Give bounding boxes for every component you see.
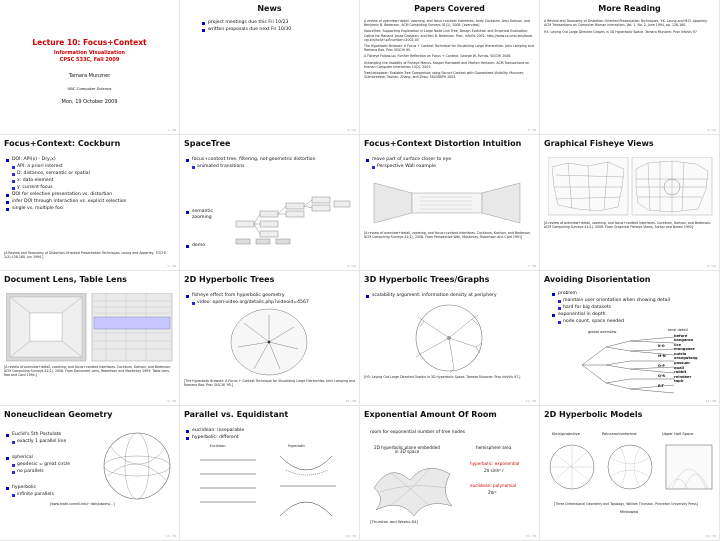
document-lens-figure — [6, 293, 174, 363]
bullet-subitem: animated transitions — [184, 164, 355, 170]
local-detail-label: local detail — [668, 327, 688, 332]
page-number: 11 / 38 — [525, 398, 536, 403]
page-number: 1 / 38 — [167, 128, 176, 133]
bullet-subitem: hard for big datasets — [550, 305, 715, 311]
bullet-subitem: node count, space needed — [550, 319, 715, 325]
page-number: 5 / 38 — [167, 263, 176, 268]
euclidean-label: euclidean: polynomial — [470, 482, 517, 488]
bullet-item: focus+context tree: filtering, not geometric distortion — [184, 157, 355, 163]
slide-avoiding-disorientation[interactable] — [540, 271, 720, 406]
bullet-item: infer DOI through interaction vs. explicit selection — [4, 199, 175, 205]
node-label-list — [658, 341, 666, 391]
reference: H3: Laying Out Large Directed Graphs in 3D Hyperbolic Space. Tamara Munzner. Proc InfoVis 97 — [544, 30, 697, 35]
reference: TreeJuxtaposer: Scalable Tree Comparison using Focus+Context with Guaranteed Visibility. Munzner, Guimbretiere, Tasiran, Zhang, and Zhou. SIGGRAPH 2003. — [364, 71, 525, 80]
author: Tamara Munzner — [68, 73, 111, 79]
hyperbolic-models-figure — [548, 439, 714, 497]
citation: [A review of overview+detail, zooming, and focus+context interfaces. Cockburn, Karlson, and Bederson. ACM Computing Surveys 41(1), 2008. From Graphical Fisheye Views, Sarkar and Brown 1992] — [544, 221, 711, 230]
node-label: O-P — [658, 363, 665, 368]
fig-label: Hyperbolic — [288, 443, 306, 448]
citation: [A review of overview+detail, zooming, and focus+context interfaces. Cockburn, Karlson, and Bederson. ACM Computing Surveys 41(1), 2008. From Document Lens, Robertson and Mackinlay 1993; Table Lens, Rao and Card 1994.] — [4, 364, 171, 377]
bullet-subitem: y: current focus — [4, 185, 175, 191]
bullet-subitem: D: distance, semantic or spatial — [4, 171, 175, 177]
slide-distortion-intuition[interactable] — [360, 135, 540, 270]
local-word: reindeer — [674, 374, 692, 379]
slide-heading: 2D Hyperbolic Trees — [184, 274, 275, 284]
model-label: Upper Half Space — [662, 431, 694, 436]
slide-papers-covered[interactable] — [360, 0, 540, 135]
local-word: before — [674, 333, 688, 338]
slide-heading: 3D Hyperbolic Trees/Graphs — [364, 274, 490, 284]
bullet-item: written proposals due next Fri 10/30 — [200, 27, 355, 33]
node-label: M-N — [658, 353, 666, 358]
slide-heading: Document Lens, Table Lens — [4, 274, 127, 284]
slide-heading: Avoiding Disorientation — [544, 274, 651, 284]
local-word: tapir — [674, 379, 684, 384]
slide-heading: Graphical Fisheye Views — [544, 139, 654, 149]
local-word: mongoose — [674, 347, 695, 352]
slide-graphical-fisheye[interactable] — [540, 135, 720, 270]
bullet-subitem: no parallels — [4, 469, 94, 475]
slide-focus-context-cockburn[interactable] — [0, 135, 180, 270]
slide-heading: Exponential Amount Of Room — [364, 409, 497, 419]
reference: SpaceTree: Supporting Exploration in Large Node Link Tree, Design Evolution and Empirical Evaluation. Catherine Plaisant, Jesse Grosjean, and Ben B. Bederson. Proc. InfoVis 2002. http://www.cs.umd.edu/local-cgi-bin/hcil/rr.pl?number=2002-05 — [364, 29, 534, 42]
page-number: 15 / 38 — [525, 534, 536, 538]
reference: The Hyperbolic Browser: A Focus + Context Technique for Visualizing Large Hierarchies. John Lamping and Ramana Rao. Proc SIGCHI 95. — [364, 44, 534, 53]
bullet-item: Euclid's 5th Postulate — [4, 432, 94, 438]
slide-spacetree[interactable] — [180, 135, 360, 270]
local-word: possum — [674, 361, 690, 366]
global-overview-label: global overview — [588, 329, 617, 334]
bullet-subitem: x: data element — [4, 178, 175, 184]
slide-heading: News — [257, 4, 282, 13]
citation: [Three Dimensional Geometry and Topology, William Thurston, Princeton University Press] — [554, 501, 698, 506]
slide-heading: Papers Covered — [414, 4, 485, 13]
local-word: orangutang — [674, 356, 698, 361]
slide-2d-hyperbolic-trees[interactable] — [180, 271, 360, 406]
slide-noneuclidean[interactable] — [0, 406, 180, 541]
slide-parallel-equidistant[interactable] — [180, 406, 360, 541]
local-word: lice — [674, 342, 682, 347]
bullet-item: problem — [550, 291, 715, 297]
slide-news[interactable] — [180, 0, 360, 135]
spacetree-diagram — [234, 181, 354, 245]
page-number: 2 / 38 — [347, 128, 356, 133]
reference: A review of overview+detail, zooming, and focus+context interfaces. Andy Cockburn, Amy Karlson, and Benjamin B. Bederson. ACM Computing Surveys 41(1), 2008. [overview] — [364, 19, 530, 28]
bullet-item: DOI: API(x) - D(y,x) — [4, 157, 175, 163]
slide-heading: Noneuclidean Geometry — [4, 409, 113, 419]
node-label: K-O — [658, 343, 665, 348]
lecture-title: Lecture 10: Focus+Context — [32, 38, 147, 47]
bullet-item: hyperbolic: different — [184, 435, 355, 441]
bullet-subitem: API: a priori interest — [4, 164, 175, 170]
parallel-lines-figure — [196, 450, 346, 522]
page-number: 6 / 38 — [347, 263, 356, 268]
bullet-subitem: Perspective Wall example — [364, 164, 535, 170]
citation: [A review of overview+detail, zooming, and focus+context interfaces. Cockburn, Karlson, and Bederson. ACM Computing Surveys 41(1), 2008. From Perspective Wall, Mackinlay, Robertson and Card 1991] — [364, 231, 531, 240]
slide-heading: Focus+Context: Cockburn — [4, 139, 121, 149]
model-label: Klein/projective — [552, 431, 580, 436]
slide-heading: More Reading — [598, 4, 661, 13]
bullet-item: hyperbolic — [4, 485, 94, 491]
sphere-figure — [100, 430, 174, 502]
page-number: 7 / 38 — [527, 263, 536, 268]
hyperbolic-plane-figure — [370, 458, 456, 518]
bullet-item: project meetings due this Fri 10/23 — [200, 20, 355, 26]
bullet-item: demo — [184, 243, 205, 249]
page-number: 8 / 38 — [707, 263, 716, 268]
slide-title[interactable] — [0, 0, 180, 135]
slide-heading: Focus+Context Distortion Intuition — [364, 139, 522, 149]
page-number: 13 / 38 — [165, 534, 176, 538]
reference: Untangling the Usability of Fisheye Menus. Kasper Hornbaek and Morten Hertzum. ACM Transactions on Human Computer Interaction 14(2), 2007. — [364, 60, 530, 69]
perspective-wall-figure — [372, 177, 522, 225]
bullet-item: semantic zooming — [184, 209, 229, 221]
local-word-list — [674, 334, 698, 385]
date: Mon, 19 October 2009 — [61, 99, 118, 105]
sphere-label: hemisphere area — [476, 444, 512, 450]
bullet-subitem: video: open-video.org/details.php?videoid=4567 — [184, 300, 355, 306]
citation: [H3: Laying Out Large Directed Graphs in 3D Hyperbolic Space. Tamara Munzner. Proc InfoVis 97.] — [364, 374, 521, 379]
department: UBC Computer Science — [67, 86, 112, 91]
model-label: Poincare/conformal — [602, 431, 637, 436]
hyperbolic-tree-figure — [228, 307, 310, 377]
slide-heading: 2D Hyperbolic Models — [544, 409, 643, 419]
bullet-item: euclidean: inseparable — [184, 428, 355, 434]
h3-graph-figure — [410, 303, 488, 373]
slide-heading: Parallel vs. Equidistant — [184, 409, 289, 419]
local-word: rabbit — [674, 370, 687, 375]
bullet-item: spherical — [4, 455, 94, 461]
bullet-item: exponential in depth — [550, 312, 715, 318]
page-number: 14 / 38 — [345, 534, 356, 538]
slide-3d-hyperbolic[interactable] — [360, 271, 540, 406]
bullet-subitem: maintain user orientation when showing detail — [550, 298, 715, 304]
bullet-item: single vs. multiple foci — [4, 206, 175, 212]
page-number: 16 / 38 — [705, 534, 716, 538]
euclidean-formula: 2πr² — [488, 489, 497, 495]
local-word: quail — [674, 365, 685, 370]
local-word: kangaroo — [674, 338, 694, 343]
page-number: 9 / 38 — [167, 398, 176, 403]
fisheye-map-figure — [548, 157, 713, 217]
page-number: 4 / 38 — [707, 128, 716, 133]
bullet-subitem: infinite parallels — [4, 492, 94, 498]
slide-exponential-room[interactable] — [360, 406, 540, 541]
citation: [The Hyperbolic Browser: A Focus + Context Technique for Visualizing Large Hierarchies. John Lamping and Ramana Rao. Proc SIGCHI '95.] — [184, 378, 355, 387]
local-word: nutria — [674, 351, 687, 356]
reference: A Fisheye Follow-up: Further Reflection on Focus + Context. George W. Furnas. SIGCHI 2006. — [364, 54, 512, 59]
reference: A Review and Taxonomy of Distortion-Oriented Presentation Techniques. Y.K. Leung and M.D. Apperley. ACM Transactions on Computer-Human Interaction, Vol. 1, No. 2, June 1994, pp. 126-160. — [544, 19, 708, 28]
node-label: Q-R — [658, 373, 665, 378]
course-code: CPSC 533C, Fall 2009 — [59, 57, 120, 63]
room-header: room for exponential number of tree nodes — [370, 429, 466, 435]
bullet-item: move part of surface closer to eye — [364, 157, 535, 163]
plane-label: 2D hyperbolic plane embedded in 3D space — [374, 444, 440, 455]
bullet-subitem: geodesic = great circle — [4, 462, 94, 468]
slide-heading: SpaceTree — [184, 139, 231, 149]
node-label: R-T — [658, 383, 664, 388]
page-number: 12 / 38 — [705, 398, 716, 403]
citation: [A Review and Taxonomy of Distortion-Oriented Presentation Techniques. Leung and Apperley, TOCHI 1(2):126-160, Jun 1994.] — [4, 251, 166, 260]
fig-label: Euclidean — [210, 443, 226, 448]
page-number: 10 / 38 — [345, 398, 356, 403]
citation: [Thurston and Weeks 84] — [370, 518, 418, 524]
page-number: 3 / 38 — [527, 128, 536, 133]
slide-more-reading[interactable] — [540, 0, 720, 135]
course-name: Information Visualization — [53, 50, 126, 56]
slide-2d-hyperbolic-models[interactable] — [540, 406, 720, 541]
hyperbolic-label: hyperbolic: exponential — [470, 460, 520, 466]
minkowski-label: Minkowksi — [620, 509, 639, 514]
slide-document-lens[interactable] — [0, 271, 180, 406]
bullet-subitem: exactly 1 parallel line — [4, 439, 94, 445]
bullet-item: DOI for selective presentation vs. distortion — [4, 192, 175, 198]
url-citation: [www.math.cornell.edu/~dwh/papers/...] — [50, 501, 115, 506]
bullet-item: fisheye effect from hyperbolic geometry — [184, 293, 355, 299]
hyperbolic-formula: 2π sinh² r — [484, 467, 504, 473]
bullet-item: scalability argument: information density at periphery — [364, 293, 535, 299]
